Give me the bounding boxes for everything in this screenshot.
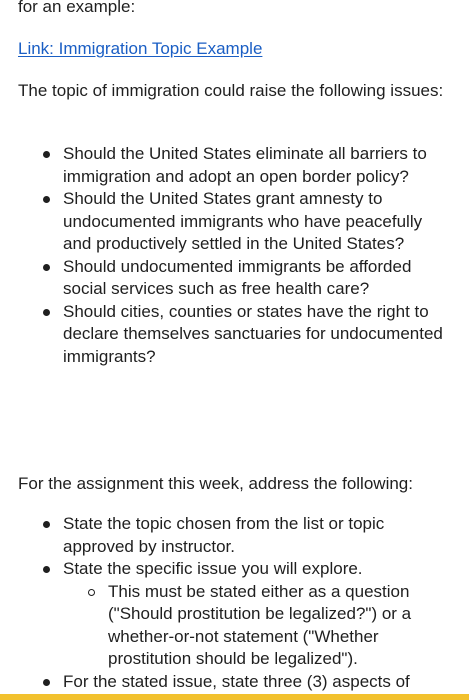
intro-text: for an example: xyxy=(18,0,136,16)
bullet-icon xyxy=(43,566,50,573)
sub-list xyxy=(63,581,447,671)
list-item xyxy=(0,513,469,558)
bullet-icon xyxy=(43,679,50,686)
bullet-icon xyxy=(43,264,50,271)
assignment-task-list xyxy=(0,513,469,693)
assignment-paragraph: For the assignment this week, address the following: xyxy=(18,474,413,493)
bullet-icon xyxy=(43,521,50,528)
list-item xyxy=(0,188,469,256)
issue-text: Should the United States grant amnesty to undocumented immigrants who have peacefully and productively settled in the United States? xyxy=(63,189,423,253)
issues-list xyxy=(0,143,469,368)
task-text: State the specific issue you will explore. xyxy=(63,559,363,578)
list-item xyxy=(0,301,469,369)
list-item xyxy=(0,256,469,301)
list-item xyxy=(0,143,469,188)
task-text: For the stated issue, state three (3) aspects of xyxy=(63,671,410,691)
bottom-accent-bar xyxy=(0,694,469,700)
immigration-topic-example-link[interactable]: Link: Immigration Topic Example xyxy=(18,39,263,58)
sub-item-text: This must be stated either as a question ("Should prostitution be legalized?") or a whether-or-not statement ("Whether prostitution should be legalized"). xyxy=(108,581,412,668)
sub-list-item xyxy=(63,581,447,671)
issue-text: Should cities, counties or states have the right to declare themselves sanctuaries for undocumented immigrants? xyxy=(63,301,443,366)
hollow-bullet-icon xyxy=(88,589,95,596)
list-item xyxy=(0,671,469,694)
issue-text: Should undocumented immigrants be afforded social services such as free health care? xyxy=(63,256,412,298)
issues-intro-paragraph: The topic of immigration could raise the following issues: xyxy=(18,81,444,100)
list-item xyxy=(0,558,469,671)
issue-text: Should the United States eliminate all barriers to immigration and adopt an open border policy? xyxy=(63,144,427,186)
bullet-icon xyxy=(43,151,50,158)
task-text: State the topic chosen from the list or topic approved by instructor. xyxy=(63,514,385,556)
bullet-icon xyxy=(43,196,50,203)
bullet-icon xyxy=(43,309,50,316)
